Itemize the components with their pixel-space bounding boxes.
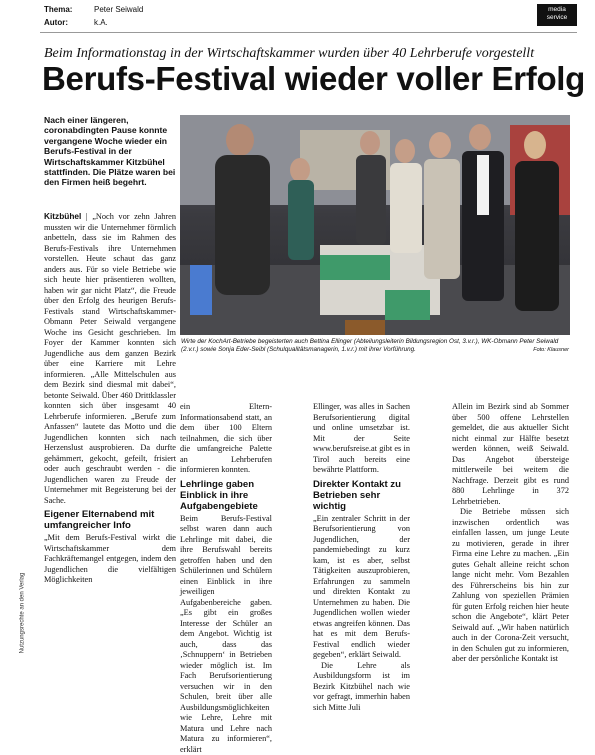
subheading-elternabend: Eigener Elternabend mit umfangreicher Info [44,509,176,531]
column-2-paragraph-1: ein Eltern-Informationsabend statt, an dem über 100 Eltern teilnahmen, die sich über die umfangreiche Palette an Lehrberufen informieren konnten. [180,402,272,476]
column-4-paragraph-1: Allein im Bezirk sind ab Sommer über 500 offene Lehrstellen gemeldet, die aus aktueller Sicht nicht einmal zur Hälfte besetzt werden können, weiß Seiwald. Das Angebot übersteige mittlerweile bei weitem die Nachfrage. Derzeit gibt es rund 880 Lehrlinge in 372 Lehrbetrieben. [452,402,569,507]
usage-rights-text: Nutzungsrechte an den Verlag [19,573,25,654]
header-rule [40,32,577,33]
meta-thema [44,5,72,14]
autor-label: Autor: [44,18,68,27]
photo-illustration [180,115,570,335]
article-column-2 [180,402,272,675]
article-column-4 [452,402,569,675]
article-headline: Berufs-Festival wieder voller Erfolg [42,60,585,98]
thema-value: Peter Seiwald [94,5,143,14]
column-2-paragraph-2: Beim Berufs-Festival selbst waren dann auch Lehrlinge mit dabei, die ihre Berufswahl bereits getroffen haben und den Schülerinnen und Schülern einen Einblick in ihre jeweiligen Aufgabenbereiche gaben. „Es gibt ein großes Interesse der Schüler an dem Angebot. Wichtig ist auch, dass das ‚Schnuppern‘ in Betrieben wieder möglich ist. Im Fach Berufsorientierung versuchen wir in den Schulen, breit über alle Ausbildungsmöglichkeiten wie Lehre, Lehre mit Matura und Lehre nach Matura zu informieren“, erklärt [180,514,272,755]
media-service-logo: media service [537,4,577,26]
column-1-text: | „Noch vor zehn Jahren mussten wir die Unternehmer förmlich anbetteln, dass sie im Rahmen des Berufs-Festivals ihre Unternehmen vorstellen. Heute schaut das ganz anders aus. Für so viele Betriebe wie sich heute hier präsentieren wollten, haben wir gar nicht Platz“, die Freude über den Erfolg des heurigen Berufs-Festivals stand Wirtschaftskammer-Obmann Peter Seiwald vergangene Woche ins Gesicht geschrieben. Im Foyer der Kammer konnten sich Jugendliche aus dem ganzen Bezirk über eine Karriere mit Lehre informieren. „Alle Mittelschulen aus dem Bezirk sind diesmal mit dabei“, betonte Seiwald. Über 460 Drittklassler konnten sich über insgesamt 40 Lehrberufe informieren. „Berufe zum Anfassen“ lautete das Motto und die Jugendlichen konnten sich nach Herzenslust ausprobieren. Da durfte gehämmert, gekocht, gefeilt, frisiert oder auch geschraubt werden - die Jugendlichen waren zu Freude der Unternehmer mit Begeisterung bei der Sache. [44,212,176,505]
column-1-paragraph-1 [44,211,176,506]
autor-value: k.A. [94,18,108,27]
photo-caption [181,338,569,354]
column-4-paragraph-2: Die Betriebe müssen sich inzwischen ordentlich was einfallen lassen, um junge Leute zu motivieren, gerade in ihrer Firma eine Lehre zu machen. „Ein gutes Gehalt alleine reicht schon lange nicht mehr. Vom Bezahlen des Führerscheins bis hin zur Zahlung von speziellen Prämien für guten Erfolg reichen hier heute schon die Angebote“, klärt Peter Seiwald auf. „Wir haben natürlich auch in der Corona-Zeit versucht, in den Schulen gut zu informieren, aber der persönliche Kontakt ist [452,507,569,665]
meta-autor [44,18,68,27]
photo-credit: Foto: Klausner [533,346,569,354]
column-3-paragraph-2: „Ein zentraler Schritt in der Berufsorientierung von Jugendlichen, der pandemiebedingt zu kurz kam, ist es aber, selbst Tätigkeiten auszuprobieren, Erfahrungen zu sammeln und direkten Kontakt zu Unternehmen zu haben. Die Jugendlichen wollen wieder etwas angreifen können. Das hat es mit dem Berufs-Festival endlich wieder gegeben“, erklärt Seiwald. [313,514,410,661]
article-photo [180,115,570,335]
article-column-3 [313,402,410,675]
caption-text: Wirte der KochArt-Betriebe begeisterten auch Bettina Ellinger (Abteilungsleiterin Bildungsregion Ost, 3.v.r.), WK-Obmann Peter Seiwald (2.v.r.) sowie Sonja Eder-Seibl (Schulqualitätsmanagerin, 1.v.r.) mit ihrer Vorführung. [181,338,558,353]
column-3-paragraph-3: Die Lehre als Ausbildungsform ist im Bezirk Kitzbühel nach wie vor gefragt, immerhin haben sich Mitte Juli [313,661,410,714]
dateline-place: Kitzbühel [44,211,81,221]
article-lead: Nach einer längeren, coronabdingten Pause konnte vergangene Woche wieder ein Berufs-Festival in der Wirtschaftskammer Kitzbühel stattfinden. Die Plätze waren bei den Firmen heiß begehrt. [44,115,176,188]
article-kicker: Beim Informationstag in der Wirtschaftskammer wurden über 40 Lehrberufe vorgestellt [44,46,534,62]
thema-label: Thema: [44,5,72,14]
article-column-1 [44,211,176,675]
column-1-paragraph-2: „Mit dem Berufs-Festival wirkt die Wirtschaftskammer dem Fachkräftemangel entgegen, indem den Jugendlichen die vielfältigen Möglichkeiten [44,533,176,586]
usage-rights-note [30,560,40,675]
subheading-direkter-kontakt: Direkter Kontakt zu Betrieben sehr wichtig [313,479,410,512]
subheading-lehrlinge: Lehrlinge gaben Einblick in ihre Aufgabengebiete [180,479,272,512]
column-3-paragraph-1: Ellinger, was alles in Sachen Berufsorientierung digital und online umsetzbar ist. Mit der Seite www.berufsreise.at gibt es in Tirol auch bereits eine bewährte Plattform. [313,402,410,476]
